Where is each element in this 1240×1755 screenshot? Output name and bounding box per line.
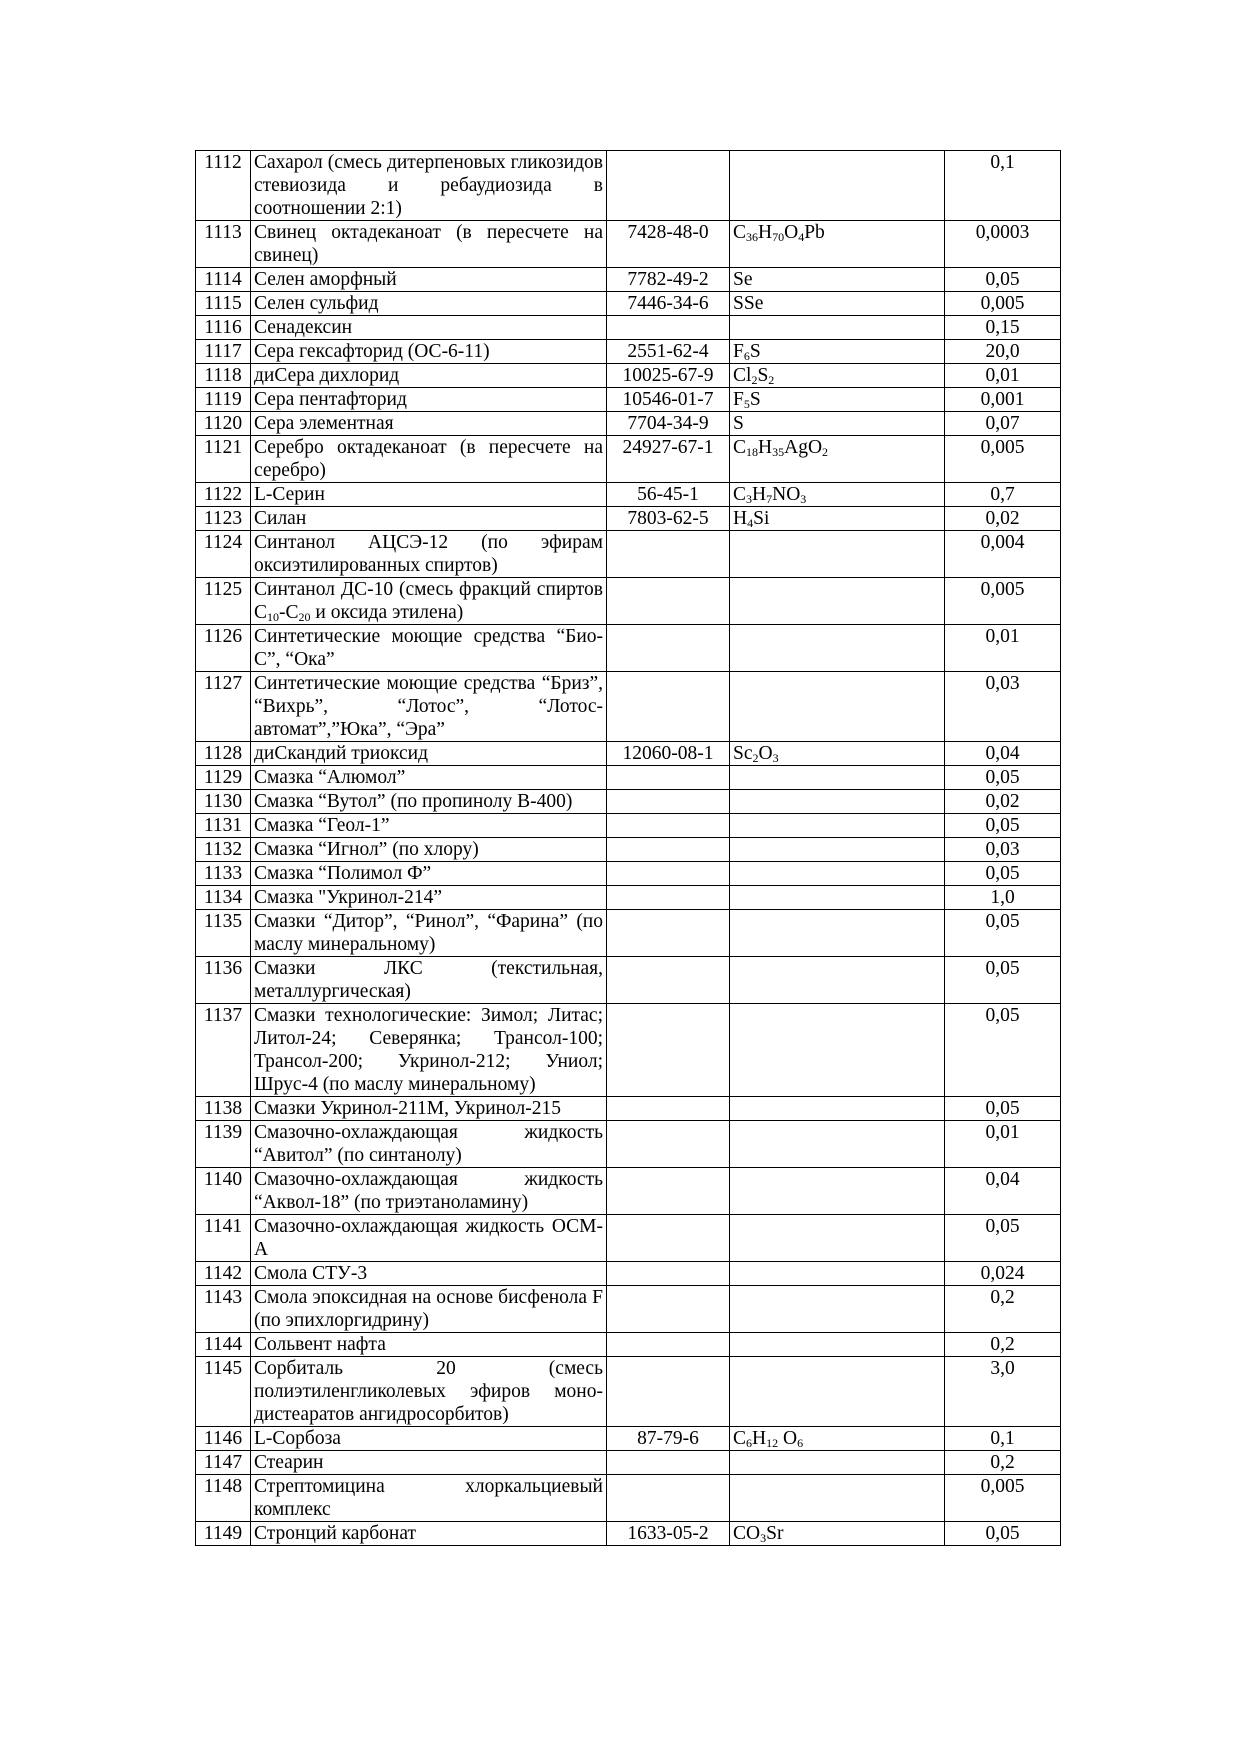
table-row: [196, 1427, 1061, 1451]
table-row: [196, 886, 1061, 910]
limit-value: 0,024: [945, 1262, 1061, 1286]
substance-name: Стронций карбонат: [251, 1522, 607, 1546]
chemical-formula: [730, 1004, 945, 1097]
row-number: 1127: [196, 672, 251, 742]
substance-name: Смазочно-охлаждающая жидкость ОСМ-А: [251, 1215, 607, 1262]
row-number: 1114: [196, 268, 251, 292]
chemical-formula: [730, 672, 945, 742]
cas-number: [607, 1121, 730, 1168]
row-number: 1128: [196, 742, 251, 766]
chemical-formula: [730, 1097, 945, 1121]
cas-number: [607, 1097, 730, 1121]
text-part: C: [733, 484, 747, 505]
subscript: 36: [746, 230, 759, 244]
limit-value: 0,01: [945, 1121, 1061, 1168]
row-number: 1113: [196, 221, 251, 268]
text-part: O: [784, 222, 799, 243]
row-number: 1119: [196, 388, 251, 412]
text-part: Sc: [733, 743, 753, 764]
document-page: [195, 150, 1060, 1546]
substance-name: Смазки ЛКС (текстильная, металлургическая): [251, 957, 607, 1004]
cas-number: [607, 790, 730, 814]
table-row: [196, 1168, 1061, 1215]
substance-name: Сера элементная: [251, 412, 607, 436]
row-number: 1123: [196, 507, 251, 531]
chemical-formula: [730, 578, 945, 625]
row-number: 1144: [196, 1333, 251, 1357]
chemical-formula: [730, 790, 945, 814]
table-row: [196, 1004, 1061, 1097]
cas-number: 24927-67-1: [607, 436, 730, 483]
table-row: [196, 151, 1061, 221]
row-number: 1125: [196, 578, 251, 625]
table-row: [196, 838, 1061, 862]
text-part: C: [733, 1428, 747, 1449]
row-number: 1124: [196, 531, 251, 578]
row-number: 1136: [196, 957, 251, 1004]
subscript: 2: [768, 373, 775, 387]
limit-value: 0,2: [945, 1333, 1061, 1357]
substance-name: Смазка "Укринол-214”: [251, 886, 607, 910]
chemical-formula: [730, 340, 945, 364]
subscript: 7: [766, 492, 773, 506]
limit-value: 0,1: [945, 1427, 1061, 1451]
chemical-formula: [730, 1451, 945, 1475]
text-part: S: [757, 365, 769, 386]
chemical-formula: [730, 221, 945, 268]
cas-number: 7782-49-2: [607, 268, 730, 292]
text-part: Sr: [766, 1523, 784, 1544]
row-number: 1130: [196, 790, 251, 814]
cas-number: [607, 1262, 730, 1286]
table-row: [196, 316, 1061, 340]
cas-number: [607, 910, 730, 957]
row-number: 1134: [196, 886, 251, 910]
cas-number: [607, 838, 730, 862]
subscript: 4: [747, 516, 754, 530]
row-number: 1148: [196, 1475, 251, 1522]
substance-name: Смазочно-охлаждающая жидкость “Авитол” (по синтанолу): [251, 1121, 607, 1168]
substance-name: Синтетические моющие средства “Био-С”, “Ока”: [251, 625, 607, 672]
substance-name: Смазки Укринол-211М, Укринол-215: [251, 1097, 607, 1121]
row-number: 1132: [196, 838, 251, 862]
limit-value: 20,0: [945, 340, 1061, 364]
substance-name: Смазка “Вутол” (по пропинолу В-400): [251, 790, 607, 814]
chemical-formula: [730, 1357, 945, 1427]
cas-number: [607, 1215, 730, 1262]
substance-name: Серебро октадеканоат (в пересчете на серебро): [251, 436, 607, 483]
text-part: Cl: [733, 365, 752, 386]
substance-name: Сольвент нафта: [251, 1333, 607, 1357]
text-part: O: [778, 1428, 798, 1449]
row-number: 1135: [196, 910, 251, 957]
text-part: SSe: [733, 293, 764, 314]
cas-number: [607, 862, 730, 886]
limit-value: 0,04: [945, 742, 1061, 766]
row-number: 1133: [196, 862, 251, 886]
row-number: 1139: [196, 1121, 251, 1168]
substance-name: Смазочно-охлаждающая жидкость “Аквол-18” (по триэтаноламину): [251, 1168, 607, 1215]
text-part: Pb: [804, 222, 825, 243]
chemical-formula: [730, 436, 945, 483]
table-row: [196, 221, 1061, 268]
table-row: [196, 268, 1061, 292]
subscript: 6: [797, 1436, 804, 1450]
row-number: 1145: [196, 1357, 251, 1427]
cas-number: [607, 1286, 730, 1333]
text-part: S: [749, 341, 761, 362]
row-number: 1121: [196, 436, 251, 483]
substance-name: Смазка “Геол-1”: [251, 814, 607, 838]
text-part: H: [733, 508, 748, 529]
row-number: 1146: [196, 1427, 251, 1451]
chemical-formula: [730, 483, 945, 507]
text-part: C: [733, 222, 747, 243]
cas-number: 10546-01-7: [607, 388, 730, 412]
limit-value: 0,005: [945, 292, 1061, 316]
cas-number: [607, 1451, 730, 1475]
table-row: [196, 1215, 1061, 1262]
chemical-formula: [730, 316, 945, 340]
cas-number: [607, 1333, 730, 1357]
substance-name: [251, 578, 607, 625]
table-row: [196, 1522, 1061, 1546]
table-row: [196, 1286, 1061, 1333]
text-part: NO: [772, 484, 801, 505]
row-number: 1142: [196, 1262, 251, 1286]
row-number: 1126: [196, 625, 251, 672]
row-number: 1129: [196, 766, 251, 790]
substance-name: Смола эпоксидная на основе бисфенола F (по эпихлоргидрину): [251, 1286, 607, 1333]
limit-value: 0,03: [945, 838, 1061, 862]
subscript: 3: [772, 751, 779, 765]
subscript: 70: [772, 230, 785, 244]
chemical-formula: [730, 292, 945, 316]
substance-name: L-Сорбоза: [251, 1427, 607, 1451]
substance-name: Смазка “Алюмол”: [251, 766, 607, 790]
table-row: [196, 483, 1061, 507]
substance-name: Стеарин: [251, 1451, 607, 1475]
cas-number: [607, 531, 730, 578]
limit-value: 0,01: [945, 364, 1061, 388]
row-number: 1140: [196, 1168, 251, 1215]
limit-value: 0,02: [945, 790, 1061, 814]
text-part: Si: [753, 508, 770, 529]
cas-number: 7428-48-0: [607, 221, 730, 268]
cas-number: [607, 886, 730, 910]
limit-value: 0,07: [945, 412, 1061, 436]
cas-number: 1633-05-2: [607, 1522, 730, 1546]
substances-table: [195, 150, 1061, 1546]
text-part: S: [749, 389, 761, 410]
table-row: [196, 388, 1061, 412]
table-row: [196, 507, 1061, 531]
limit-value: 0,0003: [945, 221, 1061, 268]
text-part: Se: [733, 269, 753, 290]
limit-value: 1,0: [945, 886, 1061, 910]
row-number: 1131: [196, 814, 251, 838]
row-number: 1118: [196, 364, 251, 388]
text-part: H: [758, 222, 773, 243]
table-row: [196, 578, 1061, 625]
cas-number: 12060-08-1: [607, 742, 730, 766]
table-row: [196, 814, 1061, 838]
cas-number: [607, 578, 730, 625]
cas-number: [607, 766, 730, 790]
limit-value: 0,05: [945, 1004, 1061, 1097]
limit-value: 0,001: [945, 388, 1061, 412]
limit-value: 0,05: [945, 862, 1061, 886]
cas-number: [607, 1004, 730, 1097]
table-row: [196, 1451, 1061, 1475]
table-row: [196, 1357, 1061, 1427]
cas-number: [607, 672, 730, 742]
chemical-formula: [730, 957, 945, 1004]
table-row: [196, 1262, 1061, 1286]
substance-name: Смазки “Дитор”, “Ринол”, “Фарина” (по маслу минеральному): [251, 910, 607, 957]
table-row: [196, 340, 1061, 364]
substance-name: диСкандий триоксид: [251, 742, 607, 766]
substance-name: Свинец октадеканоат (в пересчете на свинец): [251, 221, 607, 268]
limit-value: 0,005: [945, 1475, 1061, 1522]
cas-number: [607, 151, 730, 221]
cas-number: [607, 316, 730, 340]
row-number: 1116: [196, 316, 251, 340]
cas-number: [607, 957, 730, 1004]
subscript: 2: [822, 445, 829, 459]
table-row: [196, 531, 1061, 578]
chemical-formula: [730, 1427, 945, 1451]
table-row: [196, 862, 1061, 886]
limit-value: 0,05: [945, 1522, 1061, 1546]
substance-name: Селен аморфный: [251, 268, 607, 292]
subscript: 3: [760, 1531, 767, 1545]
cas-number: 7446-34-6: [607, 292, 730, 316]
table-row: [196, 1475, 1061, 1522]
limit-value: 0,05: [945, 910, 1061, 957]
limit-value: 0,005: [945, 436, 1061, 483]
chemical-formula: [730, 814, 945, 838]
limit-value: 0,004: [945, 531, 1061, 578]
row-number: 1120: [196, 412, 251, 436]
chemical-formula: [730, 1286, 945, 1333]
limit-value: 0,05: [945, 1097, 1061, 1121]
row-number: 1149: [196, 1522, 251, 1546]
text-part: -С: [279, 602, 299, 623]
cas-number: 7803-62-5: [607, 507, 730, 531]
limit-value: 0,2: [945, 1451, 1061, 1475]
subscript: 3: [746, 492, 753, 506]
row-number: 1147: [196, 1451, 251, 1475]
chemical-formula: [730, 1475, 945, 1522]
table-row: [196, 1121, 1061, 1168]
text-part: C: [733, 437, 747, 458]
limit-value: 0,1: [945, 151, 1061, 221]
text-part: и оксида этилена): [310, 602, 464, 623]
table-row: [196, 1333, 1061, 1357]
chemical-formula: [730, 388, 945, 412]
subscript: 20: [298, 610, 311, 624]
subscript: 4: [798, 230, 805, 244]
cas-number: [607, 1357, 730, 1427]
chemical-formula: [730, 1215, 945, 1262]
chemical-formula: [730, 910, 945, 957]
table-row: [196, 742, 1061, 766]
substance-name: Смазки технологические: Зимол; Литас; Литол-24; Северянка; Трансол-100; Трансол-200; Укринол-212; Униол; Шрус-4 (по маслу минеральному): [251, 1004, 607, 1097]
substance-name: Сорбиталь 20 (смесь полиэтиленгликолевых эфиров моно-дистеаратов ангидросорбитов): [251, 1357, 607, 1427]
limit-value: 0,15: [945, 316, 1061, 340]
subscript: 12: [766, 1436, 779, 1450]
cas-number: [607, 1475, 730, 1522]
substance-name: L-Серин: [251, 483, 607, 507]
row-number: 1141: [196, 1215, 251, 1262]
substance-name: Сенадексин: [251, 316, 607, 340]
table-row: [196, 766, 1061, 790]
limit-value: 0,02: [945, 507, 1061, 531]
substance-name: Синтетические моющие средства “Бриз”, “Вихрь”, “Лотос”, “Лотос-автомат”,”Юка”, “Эра”: [251, 672, 607, 742]
cas-number: 10025-67-9: [607, 364, 730, 388]
substance-name: Селен сульфид: [251, 292, 607, 316]
limit-value: 0,7: [945, 483, 1061, 507]
substance-name: Стрептомицина хлоркальциевый комплекс: [251, 1475, 607, 1522]
limit-value: 0,005: [945, 578, 1061, 625]
text-part: Синтанол ДС-10 (смесь фракций спиртов С: [254, 579, 603, 623]
text-part: AgO: [784, 437, 823, 458]
substance-name: Сера гексафторид (ОС-6-11): [251, 340, 607, 364]
chemical-formula: [730, 766, 945, 790]
cas-number: 87-79-6: [607, 1427, 730, 1451]
substance-name: Синтанол АЦСЭ-12 (по эфирам оксиэтилированных спиртов): [251, 531, 607, 578]
subscript: 6: [743, 349, 750, 363]
limit-value: 0,05: [945, 957, 1061, 1004]
limit-value: 0,05: [945, 814, 1061, 838]
subscript: 18: [746, 445, 759, 459]
row-number: 1115: [196, 292, 251, 316]
substance-name: Смола СТУ-3: [251, 1262, 607, 1286]
limit-value: 0,05: [945, 766, 1061, 790]
limit-value: 0,05: [945, 268, 1061, 292]
chemical-formula: [730, 1121, 945, 1168]
chemical-formula: [730, 838, 945, 862]
text-part: H: [752, 484, 767, 505]
limit-value: 0,2: [945, 1286, 1061, 1333]
substance-name: Смазка “Игнол” (по хлору): [251, 838, 607, 862]
text-part: F: [733, 341, 744, 362]
limit-value: 3,0: [945, 1357, 1061, 1427]
subscript: 6: [746, 1436, 753, 1450]
subscript: 2: [751, 373, 758, 387]
chemical-formula: [730, 886, 945, 910]
chemical-formula: [730, 268, 945, 292]
row-number: 1117: [196, 340, 251, 364]
text-part: CO: [733, 1523, 761, 1544]
table-row: [196, 957, 1061, 1004]
text-part: O: [758, 743, 773, 764]
chemical-formula: [730, 364, 945, 388]
subscript: 10: [267, 610, 280, 624]
cas-number: 56-45-1: [607, 483, 730, 507]
substance-name: Смазка “Полимол Ф”: [251, 862, 607, 886]
chemical-formula: [730, 1333, 945, 1357]
table-row: [196, 412, 1061, 436]
chemical-formula: [730, 625, 945, 672]
chemical-formula: [730, 151, 945, 221]
row-number: 1138: [196, 1097, 251, 1121]
cas-number: [607, 814, 730, 838]
table-row: [196, 292, 1061, 316]
chemical-formula: [730, 742, 945, 766]
text-part: H: [758, 437, 773, 458]
row-number: 1122: [196, 483, 251, 507]
chemical-formula: [730, 1262, 945, 1286]
text-part: H: [752, 1428, 767, 1449]
limit-value: 0,04: [945, 1168, 1061, 1215]
limit-value: 0,05: [945, 1215, 1061, 1262]
row-number: 1137: [196, 1004, 251, 1097]
limit-value: 0,01: [945, 625, 1061, 672]
cas-number: 2551-62-4: [607, 340, 730, 364]
substance-name: Сахарол (смесь дитерпеновых гликозидов стевиозида и ребаудиозида в соотношении 2:1): [251, 151, 607, 221]
table-row: [196, 364, 1061, 388]
table-row: [196, 436, 1061, 483]
cas-number: [607, 1168, 730, 1215]
substance-name: Силан: [251, 507, 607, 531]
row-number: 1112: [196, 151, 251, 221]
substance-name: Сера пентафторид: [251, 388, 607, 412]
chemical-formula: [730, 507, 945, 531]
chemical-formula: [730, 412, 945, 436]
cas-number: [607, 625, 730, 672]
table-row: [196, 672, 1061, 742]
text-part: F: [733, 389, 744, 410]
cas-number: 7704-34-9: [607, 412, 730, 436]
chemical-formula: [730, 1522, 945, 1546]
chemical-formula: [730, 531, 945, 578]
subscript: 35: [772, 445, 785, 459]
subscript: 5: [743, 397, 750, 411]
chemical-formula: [730, 862, 945, 886]
table-row: [196, 790, 1061, 814]
subscript: 3: [800, 492, 807, 506]
substance-name: диСера дихлорид: [251, 364, 607, 388]
table-row: [196, 625, 1061, 672]
row-number: 1143: [196, 1286, 251, 1333]
table-row: [196, 910, 1061, 957]
limit-value: 0,03: [945, 672, 1061, 742]
subscript: 2: [752, 751, 759, 765]
text-part: S: [733, 413, 744, 434]
table-body: [196, 151, 1061, 1546]
table-row: [196, 1097, 1061, 1121]
chemical-formula: [730, 1168, 945, 1215]
